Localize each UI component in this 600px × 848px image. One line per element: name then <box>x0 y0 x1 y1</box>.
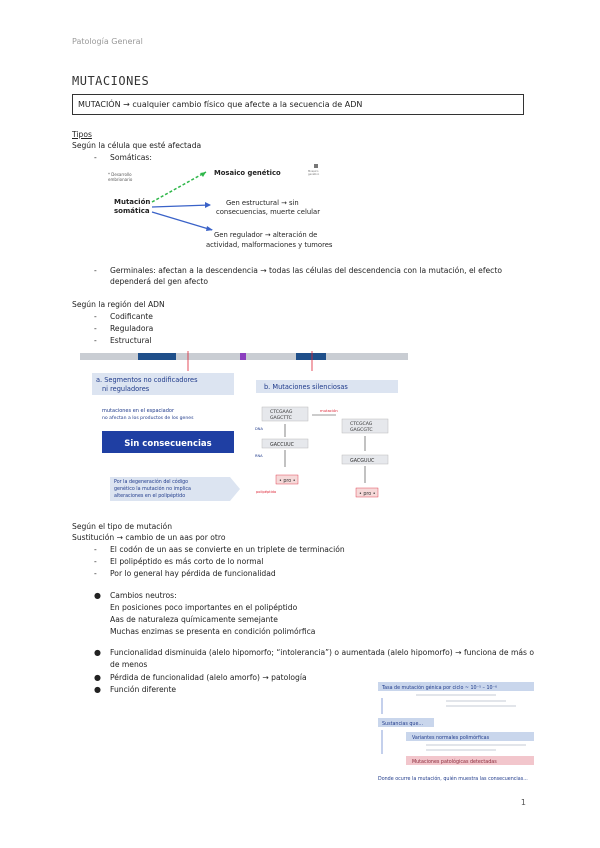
region-item: Codificante <box>110 312 153 321</box>
mutation-label: mutación <box>320 408 338 413</box>
faint-line <box>446 705 516 707</box>
seq1-top: CTCGAAG <box>270 410 293 415</box>
faint-line <box>426 744 526 746</box>
sustitucion: Sustitución → cambio de un aas por otro <box>72 533 226 542</box>
dash: - <box>94 545 97 554</box>
cambios-line: Muchas enzimas se presenta en condición polimórfica <box>110 627 316 636</box>
branch-estructural-1: Gen estructural → sin <box>226 199 299 207</box>
somaticas-label: Somáticas: <box>110 153 152 162</box>
dna-label: DNA <box>255 427 263 431</box>
cambios-label: Cambios neutros: <box>110 591 177 600</box>
rna-label: RNA <box>255 454 263 458</box>
pro-2: • pro • <box>359 492 376 497</box>
branch-mosaico: Mosaico genético <box>214 169 281 177</box>
germinales-line-2: dependerá del gen afecto <box>110 277 209 286</box>
pro-1: • pro • <box>279 479 296 484</box>
footer-text: Donde ocurre la mutación, quién muestra las consecuencias... <box>378 777 528 782</box>
blue-arrowhead-1 <box>205 202 211 208</box>
branch-regulador-2: actividad, malformaciones y tumores <box>206 241 333 249</box>
faint-line <box>426 749 496 751</box>
seq1-bottom: GAGCTTC <box>270 416 292 421</box>
faint-line <box>416 694 496 696</box>
row-2: Sustancias que... <box>382 722 423 727</box>
box-a-line-1: a. Segmentos no codificadores <box>96 376 198 384</box>
cambios-line: Aas de naturaleza químicamente semejante <box>110 615 278 624</box>
dna-segment <box>296 353 326 360</box>
dash: - <box>94 557 97 566</box>
celula-heading: Según la célula que esté afectada <box>72 141 202 150</box>
dna-segment <box>138 353 176 360</box>
region-item: Reguladora <box>110 324 154 333</box>
bullet: ● <box>94 685 101 694</box>
root-line-2: somática <box>114 207 150 215</box>
box-b-label: b. Mutaciones silenciosas <box>264 383 348 391</box>
root-line-1: Mutación <box>114 198 151 206</box>
tipo-mutacion-heading: Según el tipo de mutación <box>72 522 173 531</box>
corner-text-2: genético <box>308 173 320 176</box>
dna-region-diagram <box>80 349 410 512</box>
protein-label: polipéptido <box>256 490 277 494</box>
region-item: Estructural <box>110 336 152 345</box>
note-line-2: embrionario <box>108 177 133 182</box>
page-number: 1 <box>520 798 526 807</box>
sust-item: El polipéptido es más corto de lo normal <box>110 557 264 566</box>
dash: - <box>94 312 97 321</box>
func-item-1b: de menos <box>110 660 148 669</box>
bullet: ● <box>94 648 101 657</box>
box-a-line-2: ni reguladores <box>102 385 150 393</box>
sust-item: Por lo general hay pérdida de funcionalidad <box>110 569 276 578</box>
func-item-2: Pérdida de funcionalidad (alelo amorfo) → patología <box>110 673 307 682</box>
dash: - <box>94 266 97 275</box>
cambios-line: En posiciones poco importantes en el polipéptido <box>110 603 298 612</box>
small-a-2: no afectan a los productos de los genes <box>102 416 194 421</box>
seq2-bottom: GAGCGTC <box>350 428 373 433</box>
rna2: GACGUUC <box>350 459 375 464</box>
tipos-heading: Tipos <box>72 130 92 139</box>
small-a-1: mutaciones en el espaciador <box>102 408 174 414</box>
row-3: Variantes normales polimórficas <box>412 736 490 741</box>
definition-box: MUTACIÓN → cualquier cambio físico que afecte a la secuencia de ADN <box>72 94 524 115</box>
row-4: Mutaciones patológicas detectadas <box>412 760 497 765</box>
sin-consecuencias: Sin consecuencias <box>124 439 212 449</box>
somatic-mutation-diagram <box>108 162 338 254</box>
func-item-3: Función diferente <box>110 685 177 694</box>
green-arrow <box>152 172 206 202</box>
note-arrow-2: genético la mutación no implica <box>114 487 191 492</box>
corner-text-1: Mosaico <box>308 170 319 173</box>
page-header: Patología General <box>72 37 143 46</box>
blue-arrow-1 <box>152 205 210 207</box>
bullet: ● <box>94 591 101 600</box>
page-title: MUTACIONES <box>72 74 150 88</box>
branch-regulador-1: Gen regulador → alteración de <box>214 231 318 239</box>
region-heading: Según la región del ADN <box>72 300 165 309</box>
note-arrow-1: Por la degeneración del código <box>114 480 189 485</box>
dash: - <box>94 153 97 162</box>
func-item-1a: Funcionalidad disminuida (alelo hipomorfo; “intolerancia”) o aumentada (alelo hipomorfo) → funciona de más o <box>110 648 535 657</box>
branch-estructural-2: consecuencias, muerte celular <box>216 208 320 216</box>
dash: - <box>94 569 97 578</box>
rna1: GACCUUC <box>270 443 294 448</box>
seq2-top: CTCGCAG <box>350 422 373 427</box>
dna-segment <box>240 353 246 360</box>
blue-arrow-2 <box>152 212 212 230</box>
bullet: ● <box>94 673 101 682</box>
corner-mark <box>314 164 318 168</box>
dash: - <box>94 336 97 345</box>
germinales-line-1: Germinales: afectan a la descendencia → todas las células del descendencia con la mutación, el efecto <box>110 266 502 275</box>
row-1: Tasa de mutación génica por ciclo ~ 10⁻⁵ – 10⁻⁶ <box>382 686 498 691</box>
note-line-1: * Desarrollo <box>108 172 132 177</box>
dash: - <box>94 324 97 333</box>
note-arrow-3: alteraciones en el polipéptido <box>114 494 186 499</box>
sust-item: El codón de un aas se convierte en un triplete de terminación <box>110 545 345 554</box>
faint-line <box>446 700 506 702</box>
mutation-rate-diagram <box>376 680 536 788</box>
blue-arrowhead-2 <box>206 226 213 231</box>
